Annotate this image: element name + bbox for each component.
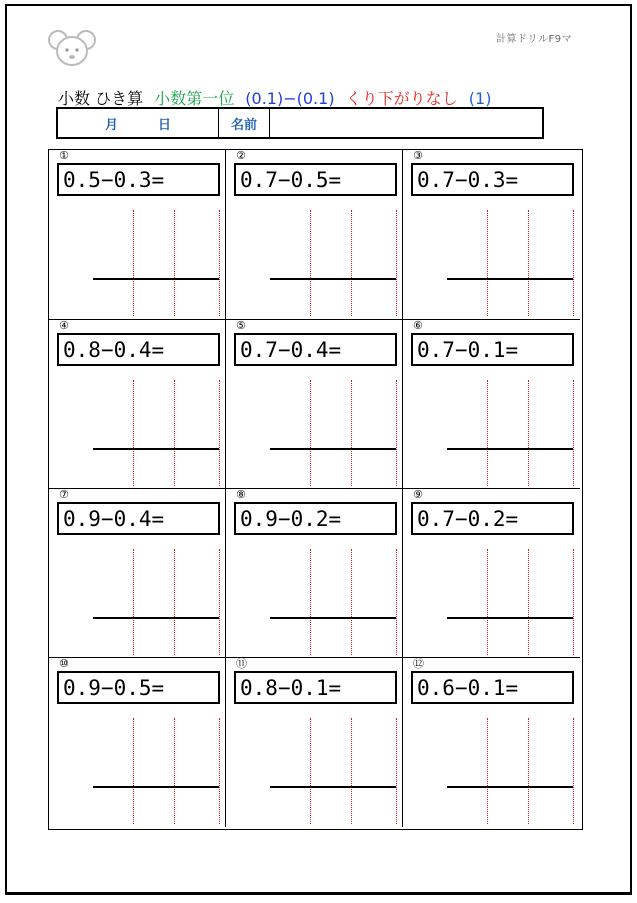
problem-cell [226, 489, 403, 658]
problem-number: ⑫ [413, 657, 424, 670]
work-area[interactable] [93, 713, 220, 823]
name-field[interactable] [270, 109, 542, 137]
problem-cell [403, 489, 580, 658]
worksheet-title [58, 86, 497, 109]
problem-expression: 0.8−0.4= [57, 333, 220, 366]
day-label: 日 [158, 117, 172, 133]
problem-number: ⑥ [413, 319, 423, 332]
problem-cell [49, 658, 226, 827]
work-area[interactable] [447, 375, 574, 485]
problem-expression: 0.9−0.4= [57, 502, 220, 535]
problem-cell [403, 150, 580, 320]
title-pattern: (0.1)−(0.1) [245, 89, 335, 108]
problem-number: ⑧ [236, 488, 246, 501]
problem-expression: 0.7−0.5= [234, 163, 397, 196]
work-area[interactable] [93, 375, 220, 485]
problem-cell [49, 320, 226, 489]
problem-number: ① [59, 149, 69, 162]
work-area[interactable] [270, 713, 397, 823]
brand-label: 計算ドリルF9マ [496, 34, 573, 45]
problem-number: ④ [59, 319, 69, 332]
title-sheet-number: (1) [468, 89, 492, 108]
problem-expression: 0.5−0.3= [57, 163, 220, 196]
title-level: 小数第一位 [154, 89, 235, 108]
name-label: 名前 [219, 109, 270, 137]
problem-cell [226, 320, 403, 489]
problem-number: ⑪ [236, 657, 247, 670]
work-area[interactable] [270, 205, 397, 315]
problem-expression: 0.8−0.1= [234, 671, 397, 704]
problem-cell [49, 489, 226, 658]
problem-cell [226, 658, 403, 827]
problem-cell [403, 320, 580, 489]
title-condition: くり下がりなし [345, 89, 458, 108]
problem-number: ⑦ [59, 488, 69, 501]
problem-number: ⑤ [236, 319, 246, 332]
problem-cell [49, 150, 226, 320]
problem-expression: 0.7−0.2= [411, 502, 574, 535]
problem-number: ⑨ [413, 488, 423, 501]
work-area[interactable] [447, 205, 574, 315]
problem-cell [403, 658, 580, 827]
problem-expression: 0.9−0.2= [234, 502, 397, 535]
month-label: 月 [104, 117, 118, 133]
work-area[interactable] [270, 544, 397, 654]
problem-number: ② [236, 149, 246, 162]
work-area[interactable] [93, 544, 220, 654]
problem-expression: 0.9−0.5= [57, 671, 220, 704]
problem-number: ⑩ [59, 657, 69, 670]
work-area[interactable] [270, 375, 397, 485]
work-area[interactable] [447, 713, 574, 823]
work-area[interactable] [447, 544, 574, 654]
work-area[interactable] [93, 205, 220, 315]
date-field[interactable] [58, 109, 219, 137]
name-date-box [56, 107, 544, 139]
mouse-logo-icon [47, 28, 97, 68]
problem-expression: 0.6−0.1= [411, 671, 574, 704]
problem-number: ③ [413, 149, 423, 162]
problem-expression: 0.7−0.1= [411, 333, 574, 366]
problem-cell [226, 150, 403, 320]
problem-grid [48, 149, 583, 830]
title-topic: 小数 ひき算 [58, 89, 144, 108]
problem-expression: 0.7−0.4= [234, 333, 397, 366]
problem-expression: 0.7−0.3= [411, 163, 574, 196]
